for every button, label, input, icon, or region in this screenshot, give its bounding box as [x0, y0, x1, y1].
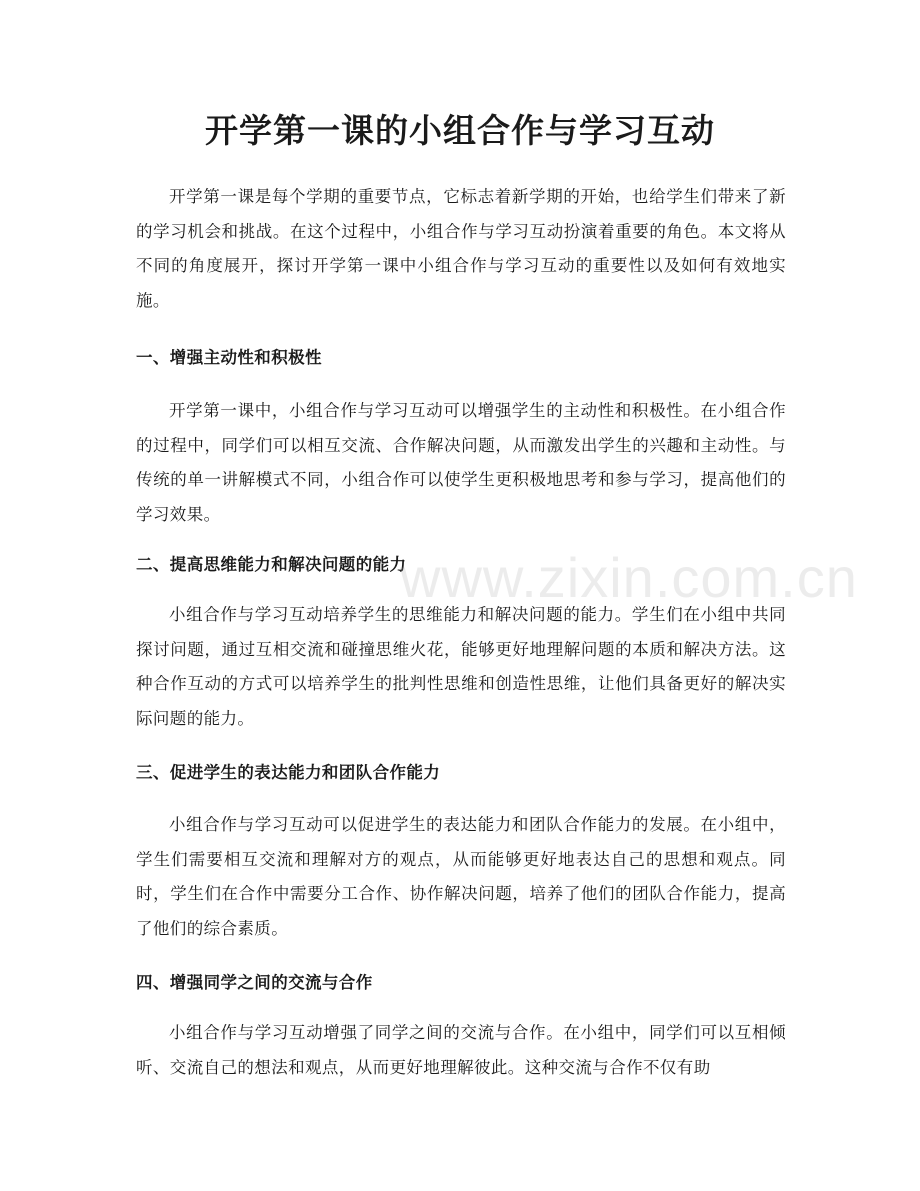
page-title: 开学第一课的小组合作与学习互动	[205, 111, 715, 150]
section-heading-4: 四、增强同学之间的交流与合作	[136, 973, 373, 992]
section-body-1: 开学第一课中，小组合作与学习互动可以增强学生的主动性和积极性。在小组合作的过程中，同学们可以相互交流、合作解决问题，从而激发出学生的兴趣和主动性。与传统的单一讲解模式不同，小组合作可以使学生更积极地思考和参与学习，提高他们的学习效果。	[136, 401, 786, 524]
section-heading-1: 一、增强主动性和积极性	[136, 348, 322, 367]
section-heading-2: 二、提高思维能力和解决问题的能力	[136, 555, 407, 574]
section-heading-3: 三、促进学生的表达能力和团队合作能力	[136, 763, 441, 782]
intro-paragraph: 开学第一课是每个学期的重要节点，它标志着新学期的开始，也给学生们带来了新的学习机会和挑战。在这个过程中，小组合作与学习互动扮演着重要的角色。本文将从不同的角度展开，探讨开学第一课中小组合作与学习互动的重要性以及如何有效地实施。	[136, 187, 786, 310]
section-body-3: 小组合作与学习互动可以促进学生的表达能力和团队合作能力的发展。在小组中，学生们需要相互交流和理解对方的观点，从而能够更好地表达自己的思想和观点。同时，学生们在合作中需要分工合作、协作解决问题，培养了他们的团队合作能力，提高了他们的综合素质。	[136, 815, 786, 938]
section-body-4: 小组合作与学习互动增强了同学之间的交流与合作。在小组中，同学们可以互相倾听、交流自己的想法和观点，从而更好地理解彼此。这种交流与合作不仅有助	[136, 1023, 786, 1077]
watermark: www.zixin.com.cn	[400, 546, 858, 609]
section-body-2: 小组合作与学习互动培养学生的思维能力和解决问题的能力。学生们在小组中共同探讨问题，通过互相交流和碰撞思维火花，能够更好地理解问题的本质和解决方法。这种合作互动的方式可以培养学生的批判性思维和创造性思维，让他们具备更好的解决实际问题的能力。	[136, 605, 786, 728]
